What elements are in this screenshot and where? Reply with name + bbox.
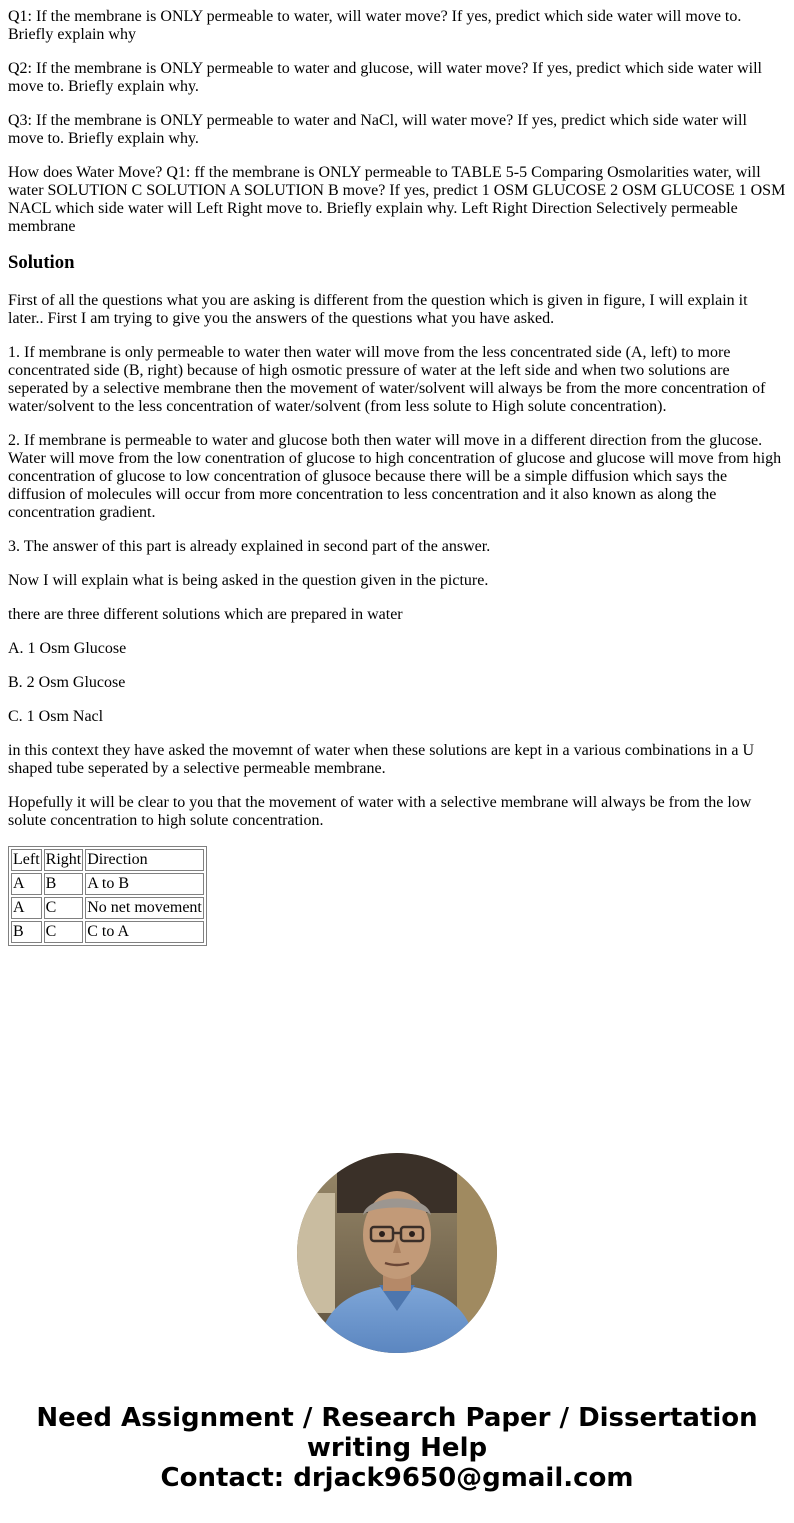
explain-intro: Now I will explain what is being asked in the question given in the picture. [8,572,489,589]
context-paragraph: in this context they have asked the movemnt of water when these solutions are kept in a various combinations in a U shaped tube seperated by a selective permeable membrane. [8,742,755,777]
question-3: Q3: If the membrane is ONLY permeable to water and NaCl, will water move? If yes, predict which side water will move to. Briefly explain why. [8,112,747,147]
question-2: Q2: If the membrane is ONLY permeable to water and glucose, will water move? If yes, predict which side water will move to. Briefly explain why. [8,60,762,95]
table-header-cell: Right [44,849,84,871]
cta-line-3: Contact: drjack9650@gmail.com [160,1463,634,1493]
table-row [11,873,204,895]
cta-line-2: writing Help [306,1433,488,1463]
answer-1: 1. If membrane is only permeable to water then water will move from the less concentrated side (A, left) to more concentrated side (B, right) because of high osmotic pressure of water at the left side and when two solutions are seperated by a selective membrane then the movement of water/solvent will always be from the more concentration of water/solvent to the less concentration of water/solvent (from less solute to High solute concentration). [8,344,766,415]
table-header-cell: Direction [85,849,204,871]
table-cell: B [11,921,42,943]
main-content [8,8,786,946]
solution-c-item: C. 1 Osm Nacl [8,708,104,725]
table-cell: No net movement [85,897,204,919]
table-cell: A [11,897,42,919]
person-portrait-icon [297,1153,497,1353]
question-1: Q1: If the membrane is ONLY permeable to water, will water move? If yes, predict which side water will move to. Briefly explain why [8,8,742,43]
table-cell: C [44,897,84,919]
table-header-cell: Left [11,849,42,871]
table-cell: B [44,873,84,895]
solution-a-item: A. 1 Osm Glucose [8,640,127,657]
cta-line-1: Need Assignment / Research Paper / Dissertation [36,1403,758,1433]
solutions-intro: there are three different solutions which are prepared in water [8,606,403,623]
table-cell: C [44,921,84,943]
table-row [11,897,204,919]
answer-3: 3. The answer of this part is already explained in second part of the answer. [8,538,491,555]
figure-text: How does Water Move? Q1: ff the membrane is ONLY permeable to TABLE 5-5 Comparing Osmolarities water, will water SOLUTION C SOLUTION A SOLUTION B move? If yes, predict 1 OSM GLUCOSE 2 OSM GLUCOSE 1 OSM NACL which side water will Left Right move to. Briefly explain why. Left Right Direction Selectively permeable membrane [8,164,786,235]
direction-table [8,846,207,946]
table-row [11,921,204,943]
table-cell: C to A [85,921,204,943]
solution-b-item: B. 2 Osm Glucose [8,674,126,691]
solution-intro: First of all the questions what you are asking is different from the question which is given in figure, I will explain it later.. First I am trying to give you the answers of the questions what you have asked. [8,292,748,327]
table-cell: A [11,873,42,895]
table-header-row [11,849,204,871]
conclusion-paragraph: Hopefully it will be clear to you that the movement of water with a selective membrane will always be from the low solute concentration to high solute concentration. [8,794,752,829]
contact-banner [0,1403,794,1493]
table-cell: A to B [85,873,204,895]
solution-heading: Solution [8,252,75,273]
answer-2: 2. If membrane is permeable to water and glucose both then water will move in a different direction from the glucose. Water will move from the low conentration of glucose to high concentration of glucose and glucose will move from high concentration of glucose to low concentration of glusoce because there will be a simple diffusion which says the diffusion of molecules will occur from more concentration to less concentration and it also known as along the concentration gradient. [8,432,782,521]
